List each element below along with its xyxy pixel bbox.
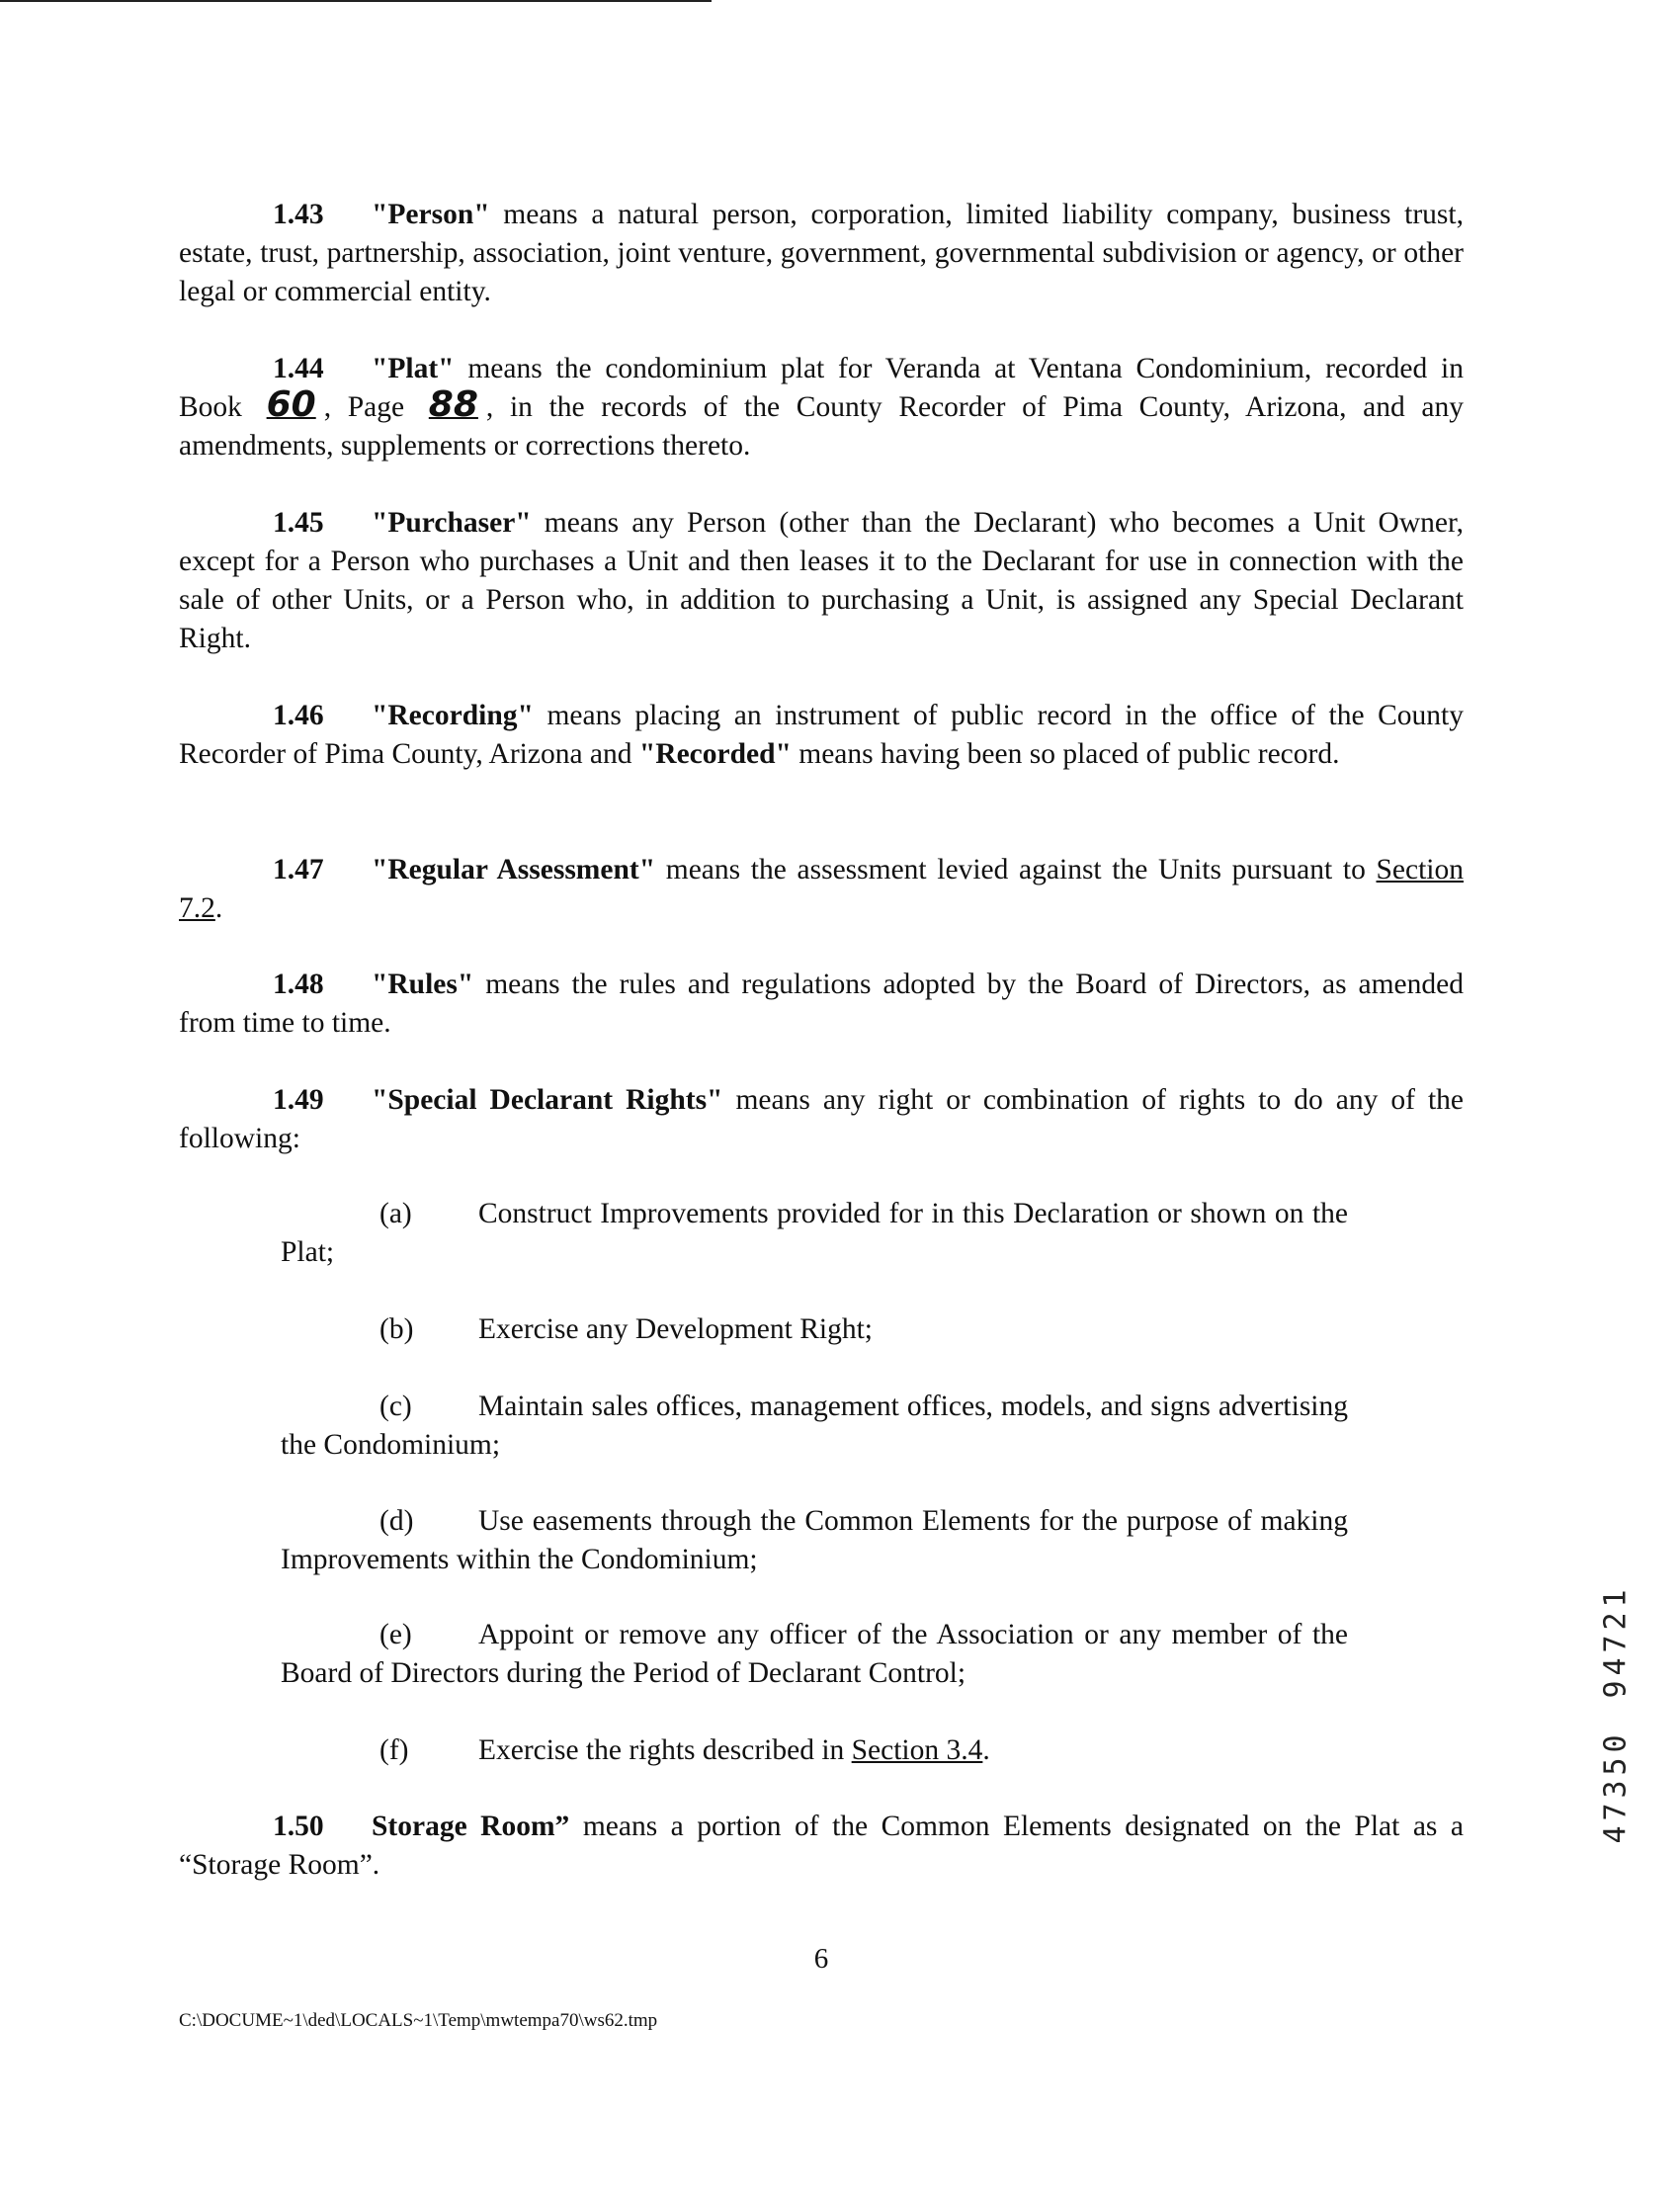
subitem-letter: (a) bbox=[379, 1198, 412, 1229]
stamp-digit: 5 bbox=[1598, 1757, 1634, 1776]
stamp-digit: 4 bbox=[1598, 1825, 1634, 1844]
defined-term-secondary: "Recorded" bbox=[638, 738, 792, 770]
stamp-digit: 0 bbox=[1598, 1734, 1634, 1753]
defined-term: Storage Room” bbox=[372, 1811, 570, 1842]
handwritten-book-number: 60 bbox=[266, 384, 316, 425]
definition-text: means the condominium plat for Veranda at Ventana Condominium, recorded in Book bbox=[179, 353, 1464, 423]
section-number: 1.46 bbox=[273, 700, 324, 731]
subitem-letter: (f) bbox=[379, 1734, 409, 1766]
defined-term: "Purchaser" bbox=[372, 507, 532, 539]
definition-text: , Page bbox=[323, 391, 421, 423]
subitem-d bbox=[281, 1502, 1348, 1579]
definition-text: , in the records of the County Recorder of Pima County, Arizona, and any amendments, supplements or corrections thereto. bbox=[179, 391, 1464, 462]
definition-text: means a portion of the Common Elements designated on the Plat as a “Storage Room”. bbox=[179, 1811, 1465, 1881]
subitem-letter: (b) bbox=[379, 1313, 414, 1345]
section-number: 1.43 bbox=[273, 199, 324, 230]
section-1-44 bbox=[179, 350, 1464, 465]
definition-text: means the rules and regulations adopted by the Board of Directors, as amended from time to time. bbox=[179, 969, 1464, 1039]
section-1-49 bbox=[179, 1081, 1464, 1158]
stamp-digit: 7 bbox=[1598, 1635, 1634, 1653]
handwritten-page-number: 88 bbox=[428, 384, 478, 425]
section-1-47 bbox=[179, 851, 1464, 928]
defined-term: "Plat" bbox=[372, 353, 455, 384]
section-1-50 bbox=[179, 1808, 1464, 1885]
subitem-letter: (e) bbox=[379, 1619, 412, 1650]
defined-term: "Special Declarant Rights" bbox=[372, 1084, 723, 1116]
definition-text: means placing an instrument of public record in the office of the County Recorder of Pima County, Arizona and bbox=[179, 700, 1464, 770]
definition-text: means the assessment levied against the Units pursuant to bbox=[655, 854, 1377, 885]
defined-term: "Rules" bbox=[372, 969, 474, 1000]
subitem-text: Exercise any Development Right; bbox=[478, 1313, 873, 1345]
section-1-45 bbox=[179, 504, 1464, 658]
recording-stamp-number bbox=[1598, 1587, 1634, 1846]
definition-text: means having been so placed of public record. bbox=[791, 738, 1340, 770]
defined-term: "Regular Assessment" bbox=[372, 854, 656, 885]
subitem-text: Construct Improvements provided for in this Declaration or shown on the Plat; bbox=[281, 1198, 1348, 1268]
stamp-digit: 1 bbox=[1598, 1589, 1634, 1608]
definition-text: means any Person (other than the Declarant) who becomes a Unit Owner, except for a Person who purchases a Unit and then leases it to the Declarant for use in connection with the sale of other Units, or a Person who, in addition to purchasing a Unit, is assigned any Special Declarant Right. bbox=[179, 507, 1464, 654]
section-number: 1.47 bbox=[273, 854, 324, 885]
defined-term: "Recording" bbox=[372, 700, 534, 731]
section-number: 1.50 bbox=[273, 1811, 324, 1842]
subitem-text: Exercise the rights described in bbox=[478, 1734, 852, 1766]
definition-text: means any right or combination of rights to do any of the following: bbox=[179, 1084, 1465, 1154]
subitem-text: Maintain sales offices, management offices, models, and signs advertising the Condominium; bbox=[281, 1391, 1348, 1461]
stamp-digit: 2 bbox=[1598, 1612, 1634, 1631]
section-number: 1.44 bbox=[273, 353, 324, 384]
section-number: 1.45 bbox=[273, 507, 324, 539]
section-1-46 bbox=[179, 697, 1464, 774]
definition-text: means a natural person, corporation, limited liability company, business trust, estate, trust, partnership, association, joint venture, government, governmental subdivision or agency, or other legal or commercial entity. bbox=[179, 199, 1464, 307]
subitem-b bbox=[281, 1310, 1348, 1349]
subitem-text: Use easements through the Common Elements for the purpose of making Improvements within the Condominium; bbox=[281, 1505, 1348, 1575]
stamp-digit: 3 bbox=[1598, 1780, 1634, 1799]
scan-top-edge bbox=[0, 0, 712, 2]
stamp-digit: 4 bbox=[1598, 1657, 1634, 1676]
subitem-text-end: . bbox=[982, 1734, 990, 1766]
section-reference: Section 7.2 bbox=[179, 854, 1465, 924]
subitem-letter: (c) bbox=[379, 1391, 412, 1422]
section-1-43 bbox=[179, 196, 1464, 311]
footer-file-path: C:\DOCUME~1\ded\LOCALS~1\Temp\mwtempa70\ws62.tmp bbox=[179, 2010, 658, 2031]
section-number: 1.48 bbox=[273, 969, 324, 1000]
subitem-a bbox=[281, 1195, 1348, 1272]
section-number: 1.49 bbox=[273, 1084, 324, 1116]
stamp-digit: 7 bbox=[1598, 1803, 1634, 1821]
stamp-digit: 9 bbox=[1598, 1680, 1634, 1699]
subitem-text: Appoint or remove any officer of the Association or any member of the Board of Directors during the Period of Declarant Control; bbox=[281, 1619, 1348, 1689]
definition-text-end: . bbox=[214, 892, 223, 924]
subitem-c bbox=[281, 1388, 1348, 1465]
section-1-48 bbox=[179, 966, 1464, 1043]
page-number: 6 bbox=[813, 1943, 829, 1975]
subitem-e bbox=[281, 1616, 1348, 1693]
section-reference: Section 3.4 bbox=[851, 1734, 983, 1766]
subitem-letter: (d) bbox=[379, 1505, 414, 1537]
defined-term: "Person" bbox=[372, 199, 490, 230]
subitem-f bbox=[281, 1731, 1348, 1770]
